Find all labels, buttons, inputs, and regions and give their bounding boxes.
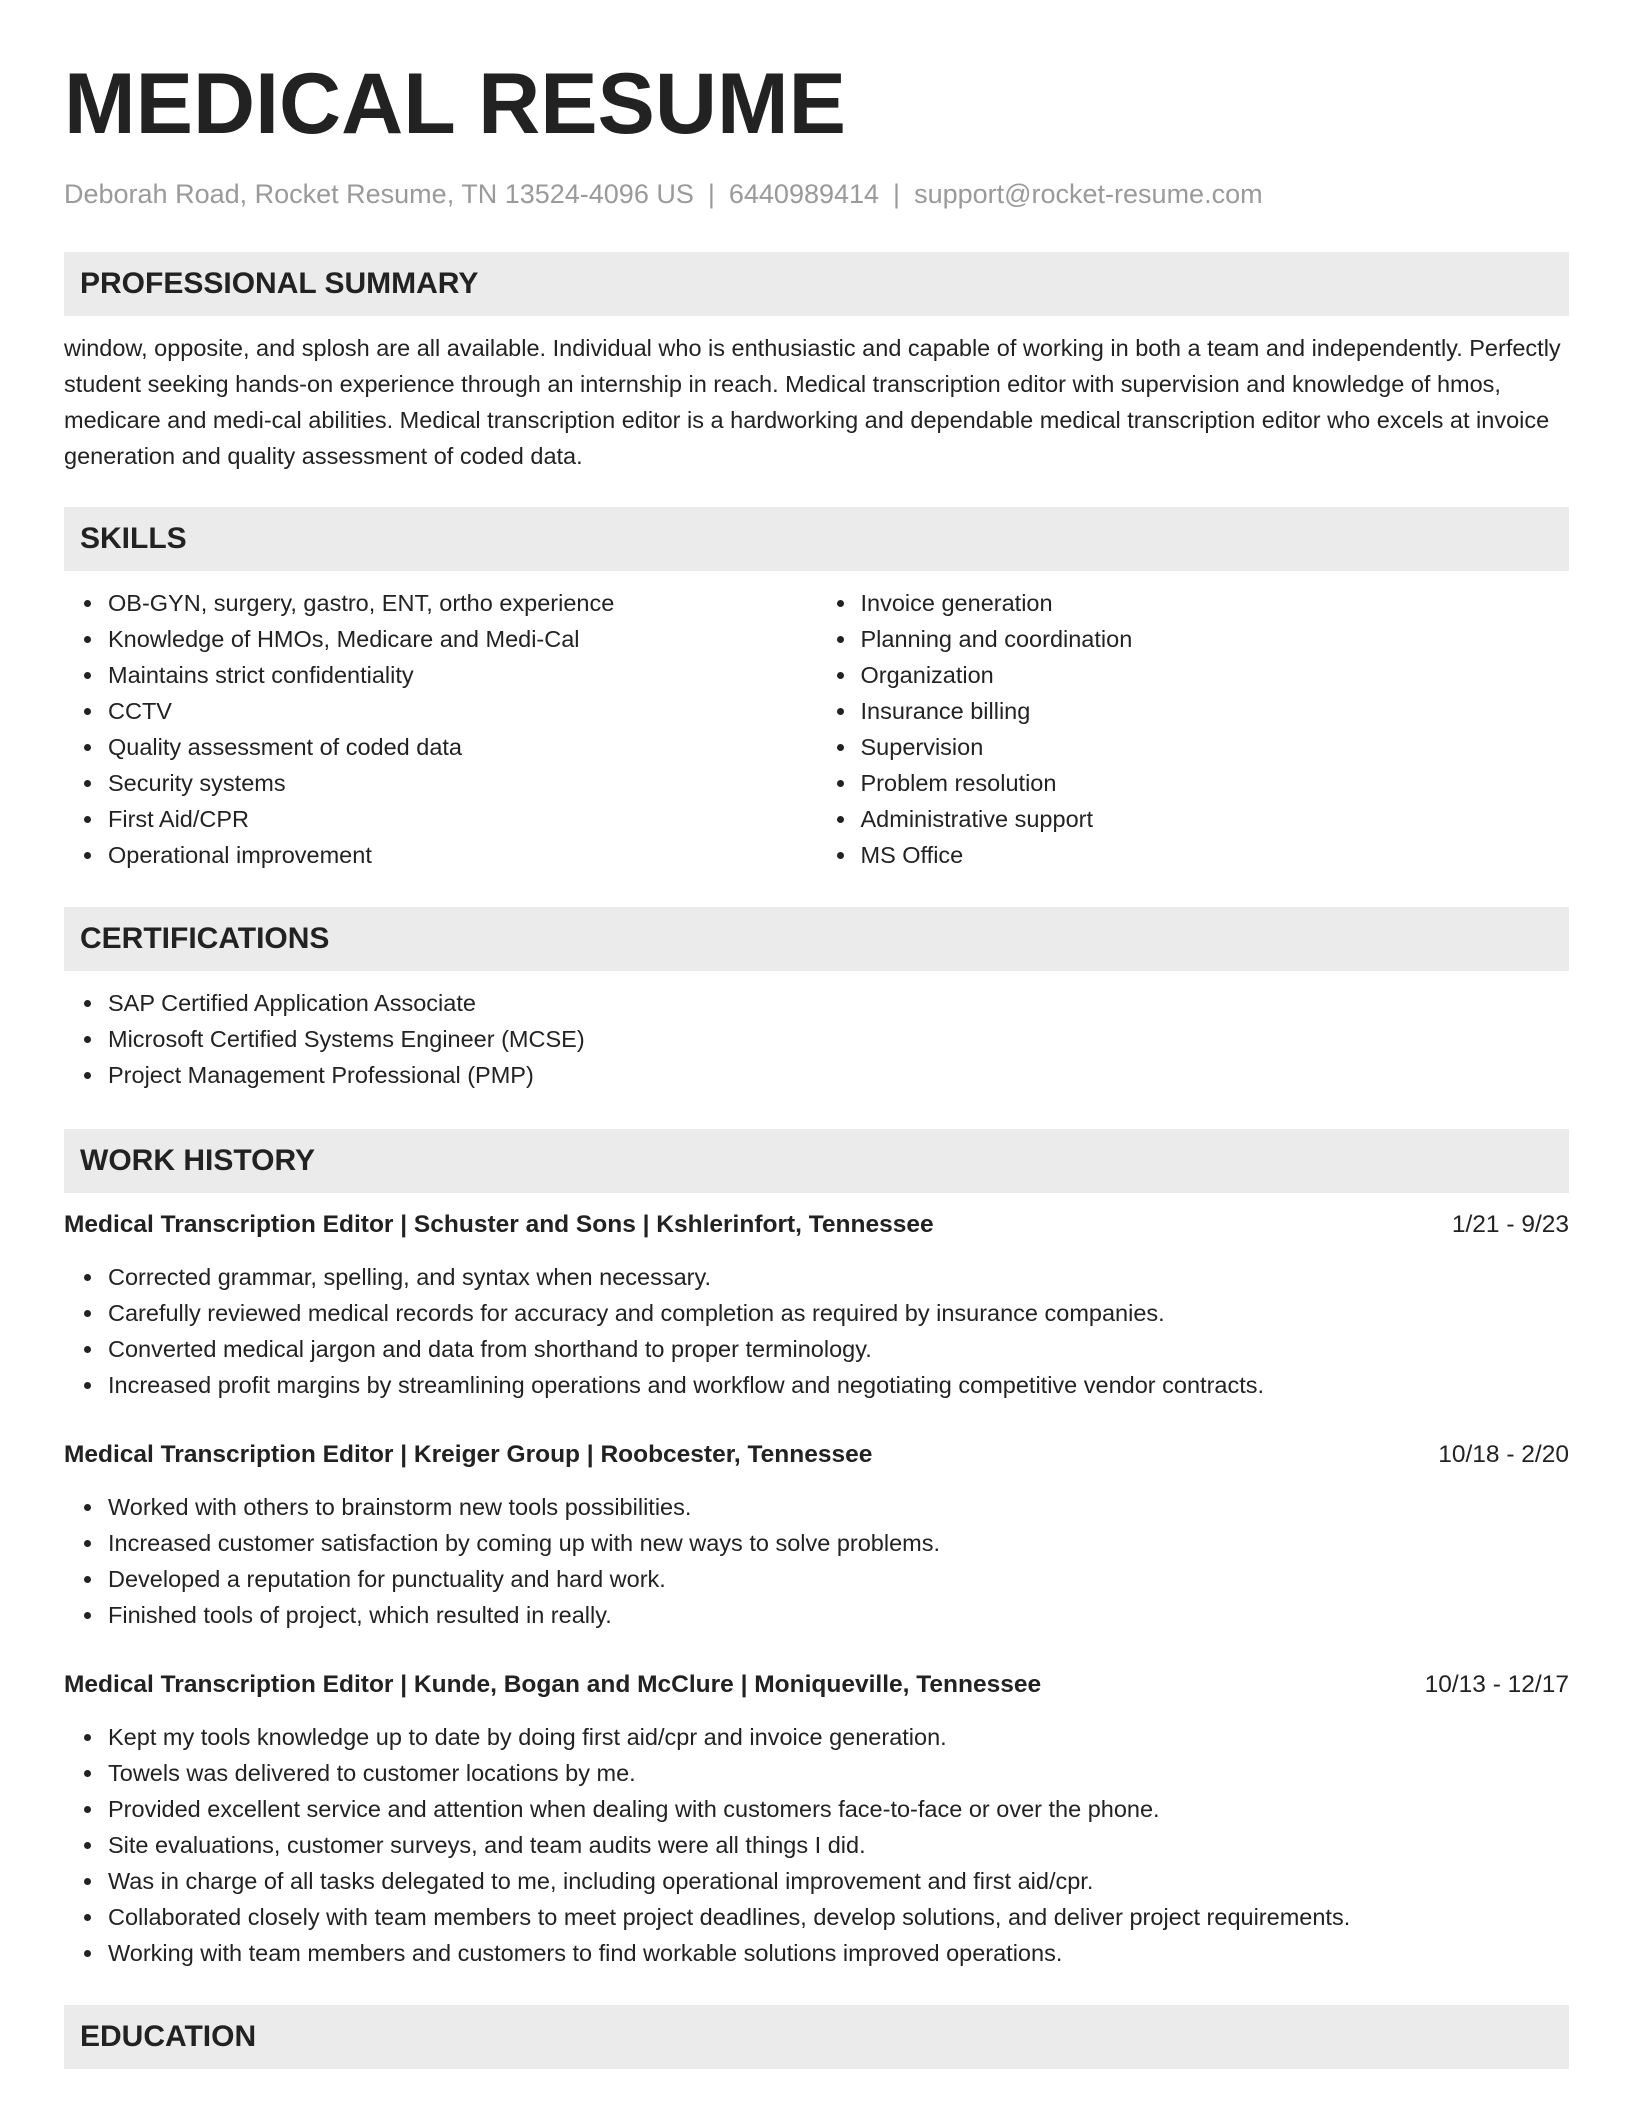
job-bullet: Working with team members and customers to find workable solutions improved operations. xyxy=(108,1935,1569,1971)
job-header xyxy=(64,1667,1569,1703)
job-bullet: Collaborated closely with team members to meet project deadlines, develop solutions, and deliver project requirements. xyxy=(108,1899,1569,1935)
job-dates: 10/13 - 12/17 xyxy=(1424,1671,1569,1698)
resume-title: MEDICAL RESUME xyxy=(64,56,847,152)
job-entry xyxy=(64,1207,1569,1403)
job-dates: 10/18 - 2/20 xyxy=(1438,1441,1569,1468)
contact-separator: | xyxy=(707,179,715,209)
job-bullet: Was in charge of all tasks delegated to me, including operational improvement and first aid/cpr. xyxy=(108,1863,1569,1899)
job-bullet: Towels was delivered to customer locations by me. xyxy=(108,1755,1569,1791)
skill-item: Quality assessment of coded data xyxy=(108,729,817,765)
skill-item: CCTV xyxy=(108,693,817,729)
skill-item: Knowledge of HMOs, Medicare and Medi-Cal xyxy=(108,621,817,657)
job-header xyxy=(64,1437,1569,1473)
certifications-list xyxy=(64,985,1569,1093)
skill-item: OB-GYN, surgery, gastro, ENT, ortho experience xyxy=(108,585,817,621)
job-bullets xyxy=(64,1719,1569,1971)
job-bullets xyxy=(64,1259,1569,1403)
job-title: Medical Transcription Editor | Schuster and Sons | Kshlerinfort, Tennessee xyxy=(64,1211,934,1238)
job-entry xyxy=(64,1437,1569,1633)
job-dates: 1/21 - 9/23 xyxy=(1451,1211,1569,1238)
job-bullet: Increased profit margins by streamlining operations and workflow and negotiating competitive vendor contracts. xyxy=(108,1367,1569,1403)
job-bullet: Increased customer satisfaction by coming up with new ways to solve problems. xyxy=(108,1525,1569,1561)
job-bullet: Worked with others to brainstorm new tools possibilities. xyxy=(108,1489,1569,1525)
contact-address: Deborah Road, Rocket Resume, TN 13524-4096 US xyxy=(64,179,694,209)
job-title: Medical Transcription Editor | Kunde, Bogan and McClure | Moniqueville, Tennessee xyxy=(64,1671,1042,1698)
section-header-skills: SKILLS xyxy=(64,507,1569,571)
job-bullets xyxy=(64,1489,1569,1633)
skill-item: Organization xyxy=(861,657,1570,693)
job-bullet: Carefully reviewed medical records for accuracy and completion as required by insurance companies. xyxy=(108,1295,1569,1331)
job-bullet: Finished tools of project, which resulted in really. xyxy=(108,1597,1569,1633)
skill-item: Security systems xyxy=(108,765,817,801)
skill-item: Invoice generation xyxy=(861,585,1570,621)
summary-text: window, opposite, and splosh are all available. Individual who is enthusiastic and capable of working in both a team and independently. Perfectly student seeking hands-on experience through an internship in reach. Medical transcription editor with supervision and knowledge of hmos, medicare and medi-cal abilities. Medical transcription editor is a hardworking and dependable medical transcription editor who excels at invoice generation and quality assessment of coded data. xyxy=(64,335,1561,469)
skill-item: Insurance billing xyxy=(861,693,1570,729)
job-bullet: Provided excellent service and attention when dealing with customers face-to-face or over the phone. xyxy=(108,1791,1569,1827)
section-header-summary: PROFESSIONAL SUMMARY xyxy=(64,252,1569,316)
resume-page xyxy=(64,0,1569,2069)
job-header xyxy=(64,1207,1569,1243)
skills-column-right xyxy=(817,585,1570,873)
skill-item: Problem resolution xyxy=(861,765,1570,801)
skill-item: MS Office xyxy=(861,837,1570,873)
contact-separator: | xyxy=(893,179,901,209)
section-header-certifications: CERTIFICATIONS xyxy=(64,907,1569,971)
contact-email: support@rocket-resume.com xyxy=(914,179,1263,209)
certification-item: Project Management Professional (PMP) xyxy=(108,1057,1569,1093)
skill-item: First Aid/CPR xyxy=(108,801,817,837)
job-title: Medical Transcription Editor | Kreiger Group | Roobcester, Tennessee xyxy=(64,1441,873,1468)
skills-list xyxy=(64,585,1569,873)
job-bullet: Kept my tools knowledge up to date by doing first aid/cpr and invoice generation. xyxy=(108,1719,1569,1755)
job-entry xyxy=(64,1667,1569,1971)
contact-phone: 6440989414 xyxy=(728,179,880,209)
skill-item: Planning and coordination xyxy=(861,621,1570,657)
section-header-work-history: WORK HISTORY xyxy=(64,1129,1569,1193)
job-bullet: Corrected grammar, spelling, and syntax when necessary. xyxy=(108,1259,1569,1295)
contact-line xyxy=(64,176,1569,212)
skill-item: Operational improvement xyxy=(108,837,817,873)
skill-item: Supervision xyxy=(861,729,1570,765)
job-bullet: Developed a reputation for punctuality and hard work. xyxy=(108,1561,1569,1597)
certification-item: SAP Certified Application Associate xyxy=(108,985,1569,1021)
job-bullet: Converted medical jargon and data from shorthand to proper terminology. xyxy=(108,1331,1569,1367)
skill-item: Administrative support xyxy=(861,801,1570,837)
skills-column-left xyxy=(64,585,817,873)
certification-item: Microsoft Certified Systems Engineer (MCSE) xyxy=(108,1021,1569,1057)
job-bullet: Site evaluations, customer surveys, and team audits were all things I did. xyxy=(108,1827,1569,1863)
skill-item: Maintains strict confidentiality xyxy=(108,657,817,693)
section-header-education: EDUCATION xyxy=(64,2005,1569,2069)
